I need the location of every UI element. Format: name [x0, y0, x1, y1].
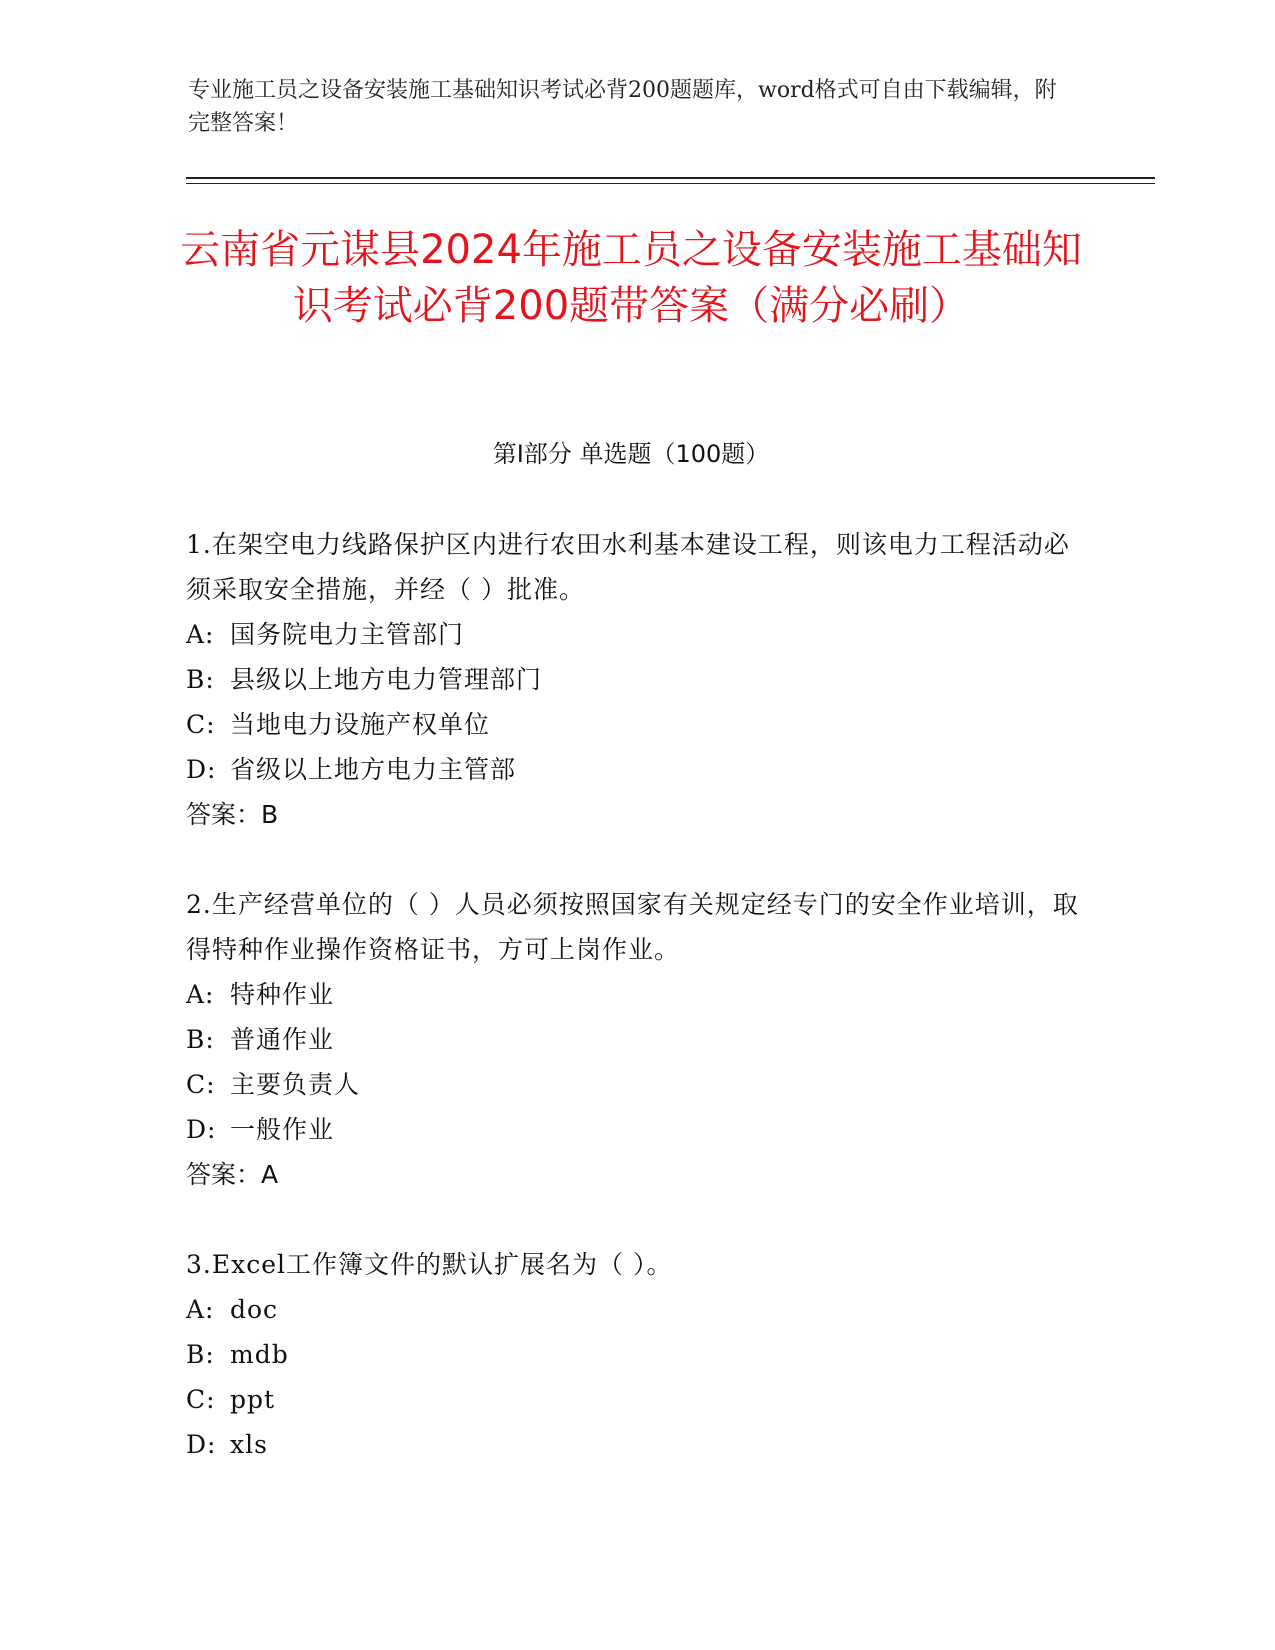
option-c [186, 1377, 1086, 1422]
option-letter: B: [186, 1025, 215, 1054]
document-title: 云南省元谋县2024年施工员之设备安装施工基础知识考试必背200题带答案（满分必刷） [180, 227, 1082, 329]
header-divider-thick [186, 177, 1155, 179]
option-b [186, 657, 1086, 702]
option-letter: D: [186, 755, 217, 784]
option-a [186, 612, 1086, 657]
question-2 [186, 882, 1086, 1197]
option-c [186, 1062, 1086, 1107]
option-a [186, 972, 1086, 1017]
option-letter: D: [186, 1115, 217, 1144]
option-text: 特种作业 [230, 980, 335, 1009]
option-text: 省级以上地方电力主管部 [230, 755, 517, 784]
option-letter: A: [186, 620, 215, 649]
option-letter: D: [186, 1430, 217, 1459]
option-text: mdb [230, 1340, 289, 1369]
option-letter: C: [186, 1070, 216, 1099]
option-a [186, 1287, 1086, 1332]
option-text: 主要负责人 [230, 1070, 361, 1099]
option-d [186, 747, 1086, 792]
option-text: 普通作业 [230, 1025, 335, 1054]
option-text: doc [230, 1295, 279, 1324]
option-letter: A: [186, 980, 215, 1009]
option-letter: B: [186, 1340, 215, 1369]
header-note: 专业施工员之设备安装施工基础知识考试必背200题题库，word格式可自由下载编辑，附完整答案！ [188, 78, 1057, 136]
option-letter: C: [186, 1385, 216, 1414]
option-b [186, 1017, 1086, 1062]
option-text: 县级以上地方电力管理部门 [230, 665, 543, 694]
option-b [186, 1332, 1086, 1377]
option-letter: C: [186, 710, 216, 739]
question-1 [186, 522, 1086, 837]
section-heading: 第I部分 单选题（100题） [492, 440, 770, 468]
option-c [186, 702, 1086, 747]
option-text: ppt [230, 1385, 276, 1414]
option-text: xls [230, 1430, 268, 1459]
question-stem: 1.在架空电力线路保护区内进行农田水利基本建设工程，则该电力工程活动必须采取安全措施，并经（ ）批准。 [186, 530, 1070, 604]
option-d [186, 1422, 1086, 1467]
option-text: 国务院电力主管部门 [230, 620, 465, 649]
option-d [186, 1107, 1086, 1152]
question-stem: 3.Excel工作簿文件的默认扩展名为（ ）。 [186, 1250, 673, 1279]
option-text: 当地电力设施产权单位 [230, 710, 491, 739]
header-divider-thin [186, 183, 1155, 184]
option-letter: A: [186, 1295, 215, 1324]
question-stem: 2.生产经营单位的（ ）人员必须按照国家有关规定经专门的安全作业培训，取得特种作业操作资格证书，方可上岗作业。 [186, 890, 1079, 964]
option-letter: B: [186, 665, 215, 694]
question-3 [186, 1242, 1086, 1467]
answer-line: 答案：A [186, 1160, 279, 1189]
option-text: 一般作业 [230, 1115, 335, 1144]
answer-line: 答案：B [186, 800, 279, 829]
